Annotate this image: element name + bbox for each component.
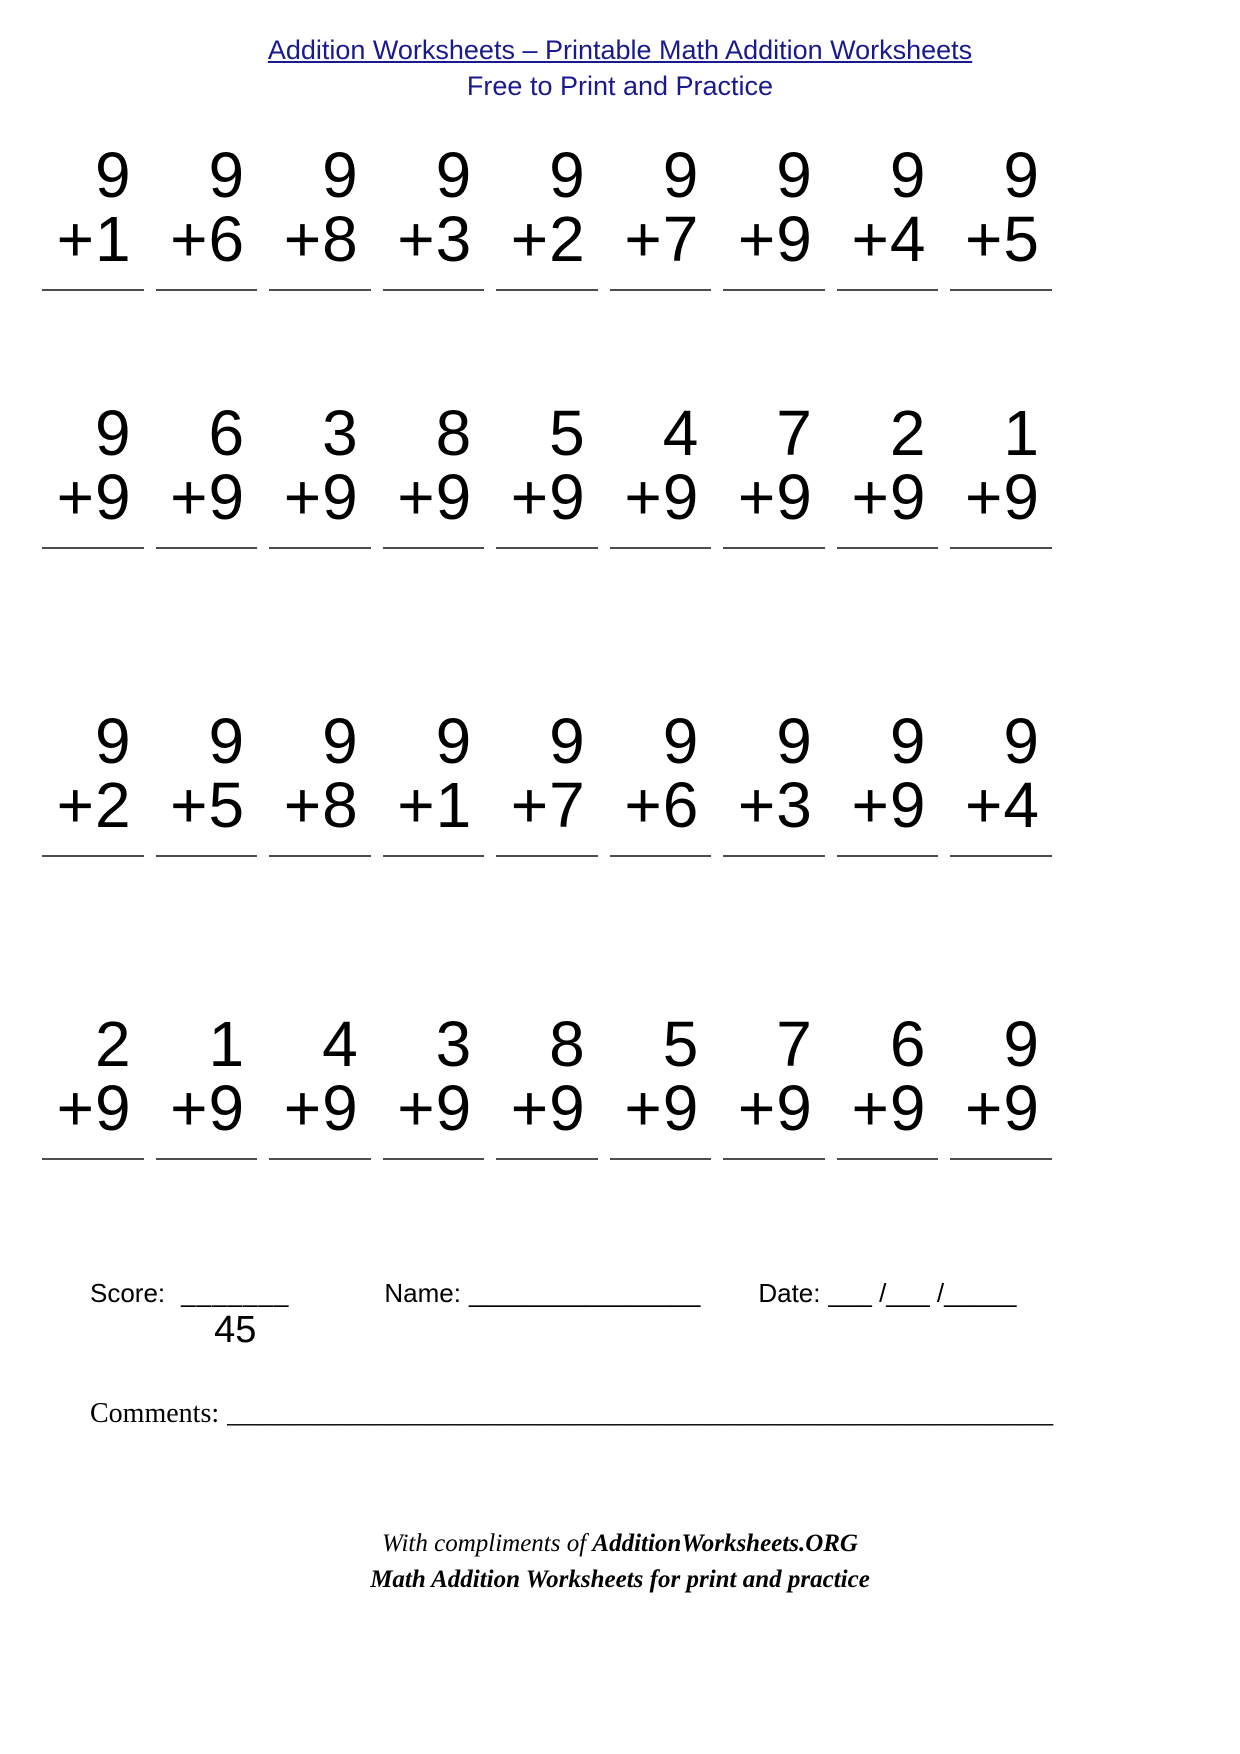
page-footer — [0, 1526, 1240, 1599]
addend-top: 9 — [322, 704, 359, 777]
problems-grid — [42, 138, 1052, 1160]
addend-bottom: +3 — [397, 202, 473, 275]
answer-line — [837, 1158, 939, 1160]
addend-top: 9 — [208, 704, 246, 777]
addend-bottom: +9 — [851, 460, 927, 533]
title-link[interactable]: Addition Worksheets – Printable Math Addition Worksheets — [267, 35, 973, 65]
answer-line — [383, 289, 485, 291]
answer-line — [42, 547, 144, 549]
addition-problem — [610, 704, 712, 857]
name-blank-line: ________________ — [468, 1277, 701, 1308]
answer-line — [610, 289, 712, 291]
addend-top: 9 — [1003, 704, 1040, 777]
addend-bottom: +9 — [965, 460, 1040, 533]
addend-top: 6 — [889, 1007, 927, 1080]
addend-top: 9 — [1003, 138, 1040, 211]
answer-line — [269, 547, 371, 549]
addition-problem — [496, 704, 598, 857]
problems-row-4 — [42, 1007, 1052, 1160]
name-label: Name: — [384, 1277, 461, 1308]
answer-line — [837, 855, 939, 857]
addition-problem — [610, 396, 712, 549]
answer-line — [156, 289, 258, 291]
info-fields-row — [90, 1278, 1240, 1352]
addition-problem — [156, 704, 258, 857]
addend-top: 9 — [889, 138, 927, 211]
addend-bottom: +9 — [397, 460, 473, 533]
addend-bottom: +9 — [510, 460, 586, 533]
addend-top: 9 — [435, 704, 473, 777]
answer-line — [156, 855, 258, 857]
addend-bottom: +6 — [624, 768, 700, 841]
addition-problem — [496, 1007, 598, 1160]
addend-bottom: +4 — [851, 202, 927, 275]
addition-problem — [950, 704, 1052, 857]
addend-top: 9 — [662, 138, 700, 211]
addend-bottom: +9 — [851, 1071, 927, 1144]
addend-top: 1 — [208, 1007, 246, 1080]
addition-problem — [723, 1007, 825, 1160]
answer-line — [723, 855, 825, 857]
addend-bottom: +2 — [56, 768, 132, 841]
answer-line — [496, 289, 598, 291]
answer-line — [610, 547, 712, 549]
score-value: 45 — [214, 1308, 257, 1351]
score-field — [90, 1278, 289, 1352]
addend-top: 9 — [1003, 1007, 1040, 1080]
addend-top: 9 — [549, 138, 586, 211]
addend-top: 7 — [776, 396, 813, 469]
problems-row-2 — [42, 396, 1052, 549]
answer-line — [950, 547, 1052, 549]
addend-bottom: +9 — [624, 460, 700, 533]
addend-bottom: +9 — [965, 1071, 1040, 1144]
answer-line — [269, 289, 371, 291]
addition-problem — [383, 138, 485, 291]
answer-line — [269, 855, 371, 857]
addition-problem — [723, 138, 825, 291]
answer-line — [156, 1158, 258, 1160]
addend-top: 5 — [549, 396, 586, 469]
footer-compliments-text: With compliments of — [382, 1529, 593, 1557]
addend-top: 9 — [662, 704, 700, 777]
addend-bottom: +8 — [283, 768, 359, 841]
addition-problem — [383, 1007, 485, 1160]
addend-bottom: +1 — [56, 202, 132, 275]
footer-site-name: AdditionWorksheets.ORG — [592, 1529, 858, 1557]
addend-bottom: +9 — [737, 1071, 813, 1144]
addend-bottom: +9 — [283, 460, 359, 533]
addition-problem — [383, 396, 485, 549]
addend-bottom: +5 — [965, 202, 1040, 275]
addition-problem — [269, 1007, 371, 1160]
answer-line — [950, 855, 1052, 857]
addend-top: 9 — [776, 138, 813, 211]
addend-bottom: +2 — [510, 202, 586, 275]
answer-line — [42, 289, 144, 291]
addend-top: 6 — [208, 396, 246, 469]
addition-problem — [383, 704, 485, 857]
addition-problem — [723, 704, 825, 857]
addition-problem — [496, 138, 598, 291]
problems-row-3 — [42, 704, 1052, 857]
comments-blank-line: ___________________________________________________________ — [227, 1397, 1054, 1429]
addend-top: 9 — [322, 138, 359, 211]
addend-bottom: +9 — [170, 1071, 246, 1144]
addend-bottom: +9 — [56, 460, 132, 533]
page-header — [0, 0, 1240, 103]
addition-problem — [156, 138, 258, 291]
addition-problem — [610, 138, 712, 291]
answer-line — [723, 289, 825, 291]
answer-line — [610, 855, 712, 857]
addend-bottom: +9 — [737, 460, 813, 533]
addend-bottom: +9 — [170, 460, 246, 533]
addend-top: 9 — [435, 138, 473, 211]
addend-top: 9 — [549, 704, 586, 777]
answer-line — [383, 855, 485, 857]
footer-line-1 — [0, 1526, 1240, 1562]
answer-line — [42, 1158, 144, 1160]
addition-problem — [950, 396, 1052, 549]
addend-top: 2 — [94, 1007, 132, 1080]
addend-bottom: +9 — [624, 1071, 700, 1144]
problems-row-1 — [42, 138, 1052, 291]
answer-line — [610, 1158, 712, 1160]
addend-bottom: +9 — [56, 1071, 132, 1144]
addend-bottom: +7 — [624, 202, 700, 275]
addend-bottom: +9 — [283, 1071, 359, 1144]
addend-top: 3 — [435, 1007, 473, 1080]
addend-top: 7 — [776, 1007, 813, 1080]
addend-top: 9 — [94, 138, 132, 211]
addition-problem — [42, 1007, 144, 1160]
addend-bottom: +9 — [737, 202, 813, 275]
addend-top: 3 — [322, 396, 359, 469]
answer-line — [837, 547, 939, 549]
addend-bottom: +1 — [397, 768, 473, 841]
answer-line — [950, 1158, 1052, 1160]
addend-top: 2 — [889, 396, 927, 469]
answer-line — [723, 1158, 825, 1160]
footer-line-2: Math Addition Worksheets for print and practice — [370, 1566, 870, 1594]
addition-problem — [610, 1007, 712, 1160]
addition-problem — [837, 1007, 939, 1160]
addend-top: 9 — [889, 704, 927, 777]
addend-bottom: +7 — [510, 768, 586, 841]
addend-top: 9 — [776, 704, 813, 777]
addition-problem — [42, 396, 144, 549]
addend-bottom: +4 — [965, 768, 1040, 841]
addend-top: 9 — [94, 704, 132, 777]
date-label: Date: — [758, 1277, 821, 1308]
page-subtitle: Free to Print and Practice — [466, 71, 774, 102]
addition-problem — [42, 704, 144, 857]
addend-top: 1 — [1003, 396, 1040, 469]
addend-top: 8 — [549, 1007, 586, 1080]
addend-bottom: +9 — [510, 1071, 586, 1144]
addition-problem — [837, 138, 939, 291]
addend-top: 4 — [662, 396, 700, 469]
answer-line — [496, 547, 598, 549]
addend-bottom: +8 — [283, 202, 359, 275]
addend-bottom: +9 — [851, 768, 927, 841]
addend-bottom: +3 — [737, 768, 813, 841]
answer-line — [950, 289, 1052, 291]
addition-problem — [837, 396, 939, 549]
date-blank-line: ___ /___ /_____ — [828, 1277, 1017, 1308]
addend-bottom: +9 — [397, 1071, 473, 1144]
answer-line — [156, 547, 258, 549]
addend-top: 8 — [435, 396, 473, 469]
addition-problem — [269, 704, 371, 857]
addition-problem — [42, 138, 144, 291]
answer-line — [723, 547, 825, 549]
addition-problem — [156, 1007, 258, 1160]
name-field — [384, 1278, 700, 1309]
score-blank-line: _______ — [181, 1277, 290, 1308]
addend-top: 4 — [322, 1007, 359, 1080]
addition-problem — [837, 704, 939, 857]
addend-bottom: +5 — [170, 768, 246, 841]
addition-problem — [723, 396, 825, 549]
date-field — [758, 1278, 1016, 1309]
addition-problem — [950, 1007, 1052, 1160]
addition-problem — [269, 396, 371, 549]
addend-top: 9 — [94, 396, 132, 469]
addend-top: 9 — [208, 138, 246, 211]
comments-label: Comments: — [90, 1397, 220, 1429]
comments-field — [90, 1398, 1240, 1430]
score-label: Score: — [90, 1277, 166, 1308]
addition-problem — [269, 138, 371, 291]
addition-problem — [496, 396, 598, 549]
addend-top: 5 — [662, 1007, 700, 1080]
answer-line — [383, 547, 485, 549]
addend-bottom: +6 — [170, 202, 246, 275]
addition-problem — [950, 138, 1052, 291]
answer-line — [269, 1158, 371, 1160]
answer-line — [496, 855, 598, 857]
answer-line — [383, 1158, 485, 1160]
answer-line — [42, 855, 144, 857]
addition-problem — [156, 396, 258, 549]
answer-line — [496, 1158, 598, 1160]
answer-line — [837, 289, 939, 291]
